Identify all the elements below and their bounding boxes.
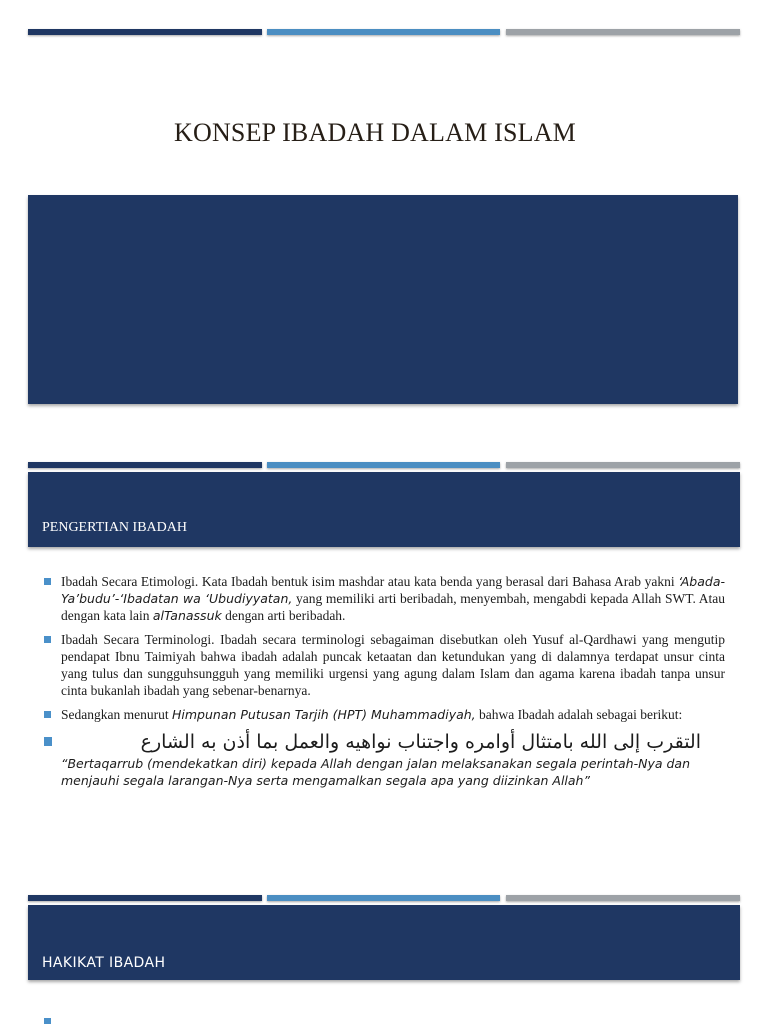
bullet-text: Ibadah Secara Terminologi. Ibadah secara terminologi sebagaiman disebutkan oleh Yusuf al-Qardhawi yang mengutip pendapat Ibnu Taimiyah bahwa ibadah adalah puncak ketaatan dan ketundukan yang di dalamnya terdapat unsur cinta yang tulus dan sungguhsungguh yang memiliki urgensi yang agung dalam Islam dan agama karena ibadah tanpa unsur cinta bukanlah ibadah yang sebenar-benarnya.: [61, 632, 725, 698]
term-text: Himpunan Putusan Tarjih (HPT) Muhammadiyah,: [171, 707, 476, 722]
list-item: [61, 730, 725, 789]
section-header-title: PENGERTIAN IBADAH: [42, 520, 187, 535]
list-item: [61, 631, 725, 699]
definition-translation: “Bertaqarrub (mendekatkan diri) kepada Allah dengan jalan melaksanakan segala perintah-Nya dan menjauhi segala larangan-Nya serta mengamalkan segala apa yang diizinkan Allah”: [61, 756, 690, 788]
slide-pengertian: [0, 440, 768, 870]
bullet-marker: [44, 578, 51, 585]
title-banner: [28, 195, 738, 404]
slide-title-page: [0, 0, 768, 440]
section-header: [28, 472, 740, 547]
bullet-list: [61, 573, 725, 796]
accent-bar-blue: [267, 462, 500, 468]
slide-title: KONSEP IBADAH DALAM ISLAM: [174, 118, 576, 147]
accent-bar-gray: [506, 895, 740, 901]
accent-bar-navy: [28, 462, 262, 468]
arabic-term-text: ‘Abada-Ya’budu’-‘Ibadatan wa ‘Ubudiyyatan,: [61, 574, 725, 606]
bullet-text: dengan arti beribadah.: [225, 608, 346, 623]
bullet-marker: [44, 1018, 51, 1024]
slide-hakikat: [0, 870, 768, 1024]
accent-bar-navy: [28, 29, 262, 35]
bullet-text: Ibadah Secara Etimologi. Kata Ibadah bentuk isim mashdar atau kata benda yang berasal dari Bahasa Arab yakni: [61, 574, 675, 589]
accent-bar-gray: [506, 29, 740, 35]
bullet-marker: [44, 711, 51, 718]
accent-bar-navy: [28, 895, 262, 901]
bullet-marker: [44, 636, 51, 643]
section-header: [28, 905, 740, 980]
section-header-title: HAKIKAT IBADAH: [42, 955, 166, 971]
bullet-marker: [44, 737, 52, 746]
bullet-text: yang memiliki arti beribadah, menyembah, mengabdi kepada Allah SWT. Atau dengan kata lain: [61, 591, 725, 623]
bullet-text: bahwa Ibadah adalah sebagai berikut:: [479, 707, 683, 722]
arabic-definition: التقرب إلى الله بامتثال أوامره واجتناب نواهيه والعمل بما أذن به الشارع: [140, 731, 701, 753]
list-item: [61, 706, 725, 723]
accent-bar-gray: [506, 462, 740, 468]
accent-bar-blue: [267, 895, 500, 901]
list-item: [61, 573, 725, 624]
accent-bar-blue: [267, 29, 500, 35]
bullet-text: Sedangkan menurut: [61, 707, 169, 722]
term-text: alTanassuk: [152, 608, 222, 623]
